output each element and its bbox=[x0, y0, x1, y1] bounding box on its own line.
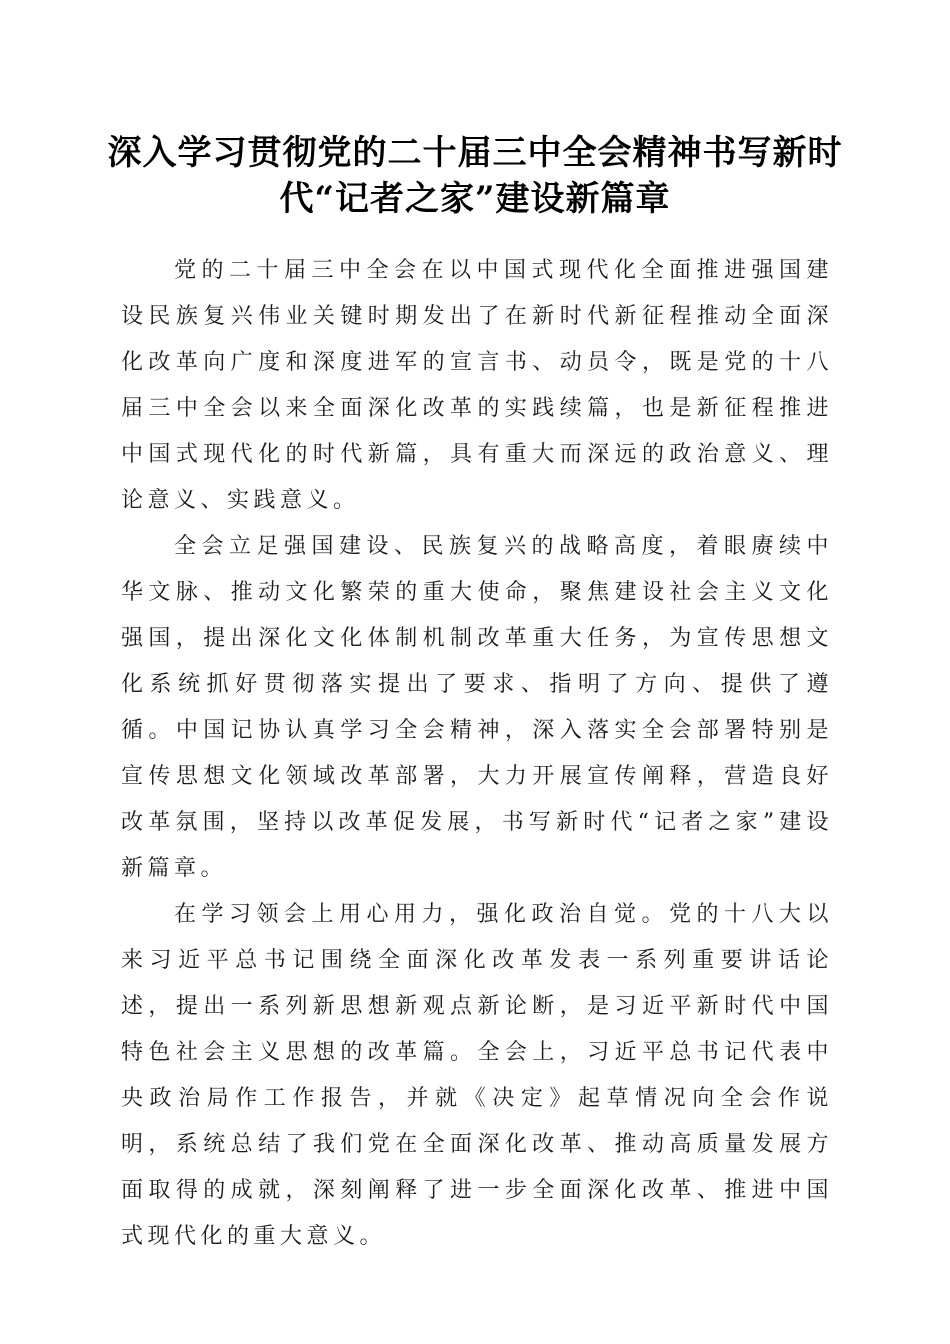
paragraph-3: 在学习领会上用心用力，强化政治自觉。党的十八大以来习近平总书记围绕全面深化改革发表一系列重要讲话论述，提出一系列新思想新观点新论断，是习近平新时代中国特色社会主义思想的改革篇。全会上，习近平总书记代表中央政治局作工作报告，并就《决定》起草情况向全会作说明，系统总结了我们党在全面深化改革、推动高质量发展方面取得的成就，深刻阐释了进一步全面深化改革、推进中国式现代化的重大意义。 bbox=[121, 902, 833, 1249]
document-body bbox=[121, 248, 833, 1260]
paragraph-2: 全会立足强国建设、民族复兴的战略高度，着眼赓续中华文脉、推动文化繁荣的重大使命，聚焦建设社会主义文化强国，提出深化文化体制机制改革重大任务，为宣传思想文化系统抓好贯彻落实提出了要求、指明了方向、提供了遵循。中国记协认真学习全会精神，深入落实全会部署特别是宣传思想文化领域改革部署，大力开展宣传阐释，营造良好改革氛围，坚持以改革促发展，书写新时代“记者之家”建设新篇章。 bbox=[121, 534, 833, 881]
paragraph-1: 党的二十届三中全会在以中国式现代化全面推进强国建设民族复兴伟业关键时期发出了在新时代新征程推动全面深化改革向广度和深度进军的宣言书、动员令，既是党的十八届三中全会以来全面深化改革的实践续篇，也是新征程推进中国式现代化的时代新篇，具有重大而深远的政治意义、理论意义、实践意义。 bbox=[121, 258, 833, 513]
document-title: 深入学习贯彻党的二十届三中全会精神书写新时代“记者之家”建设新篇章 bbox=[107, 133, 843, 219]
